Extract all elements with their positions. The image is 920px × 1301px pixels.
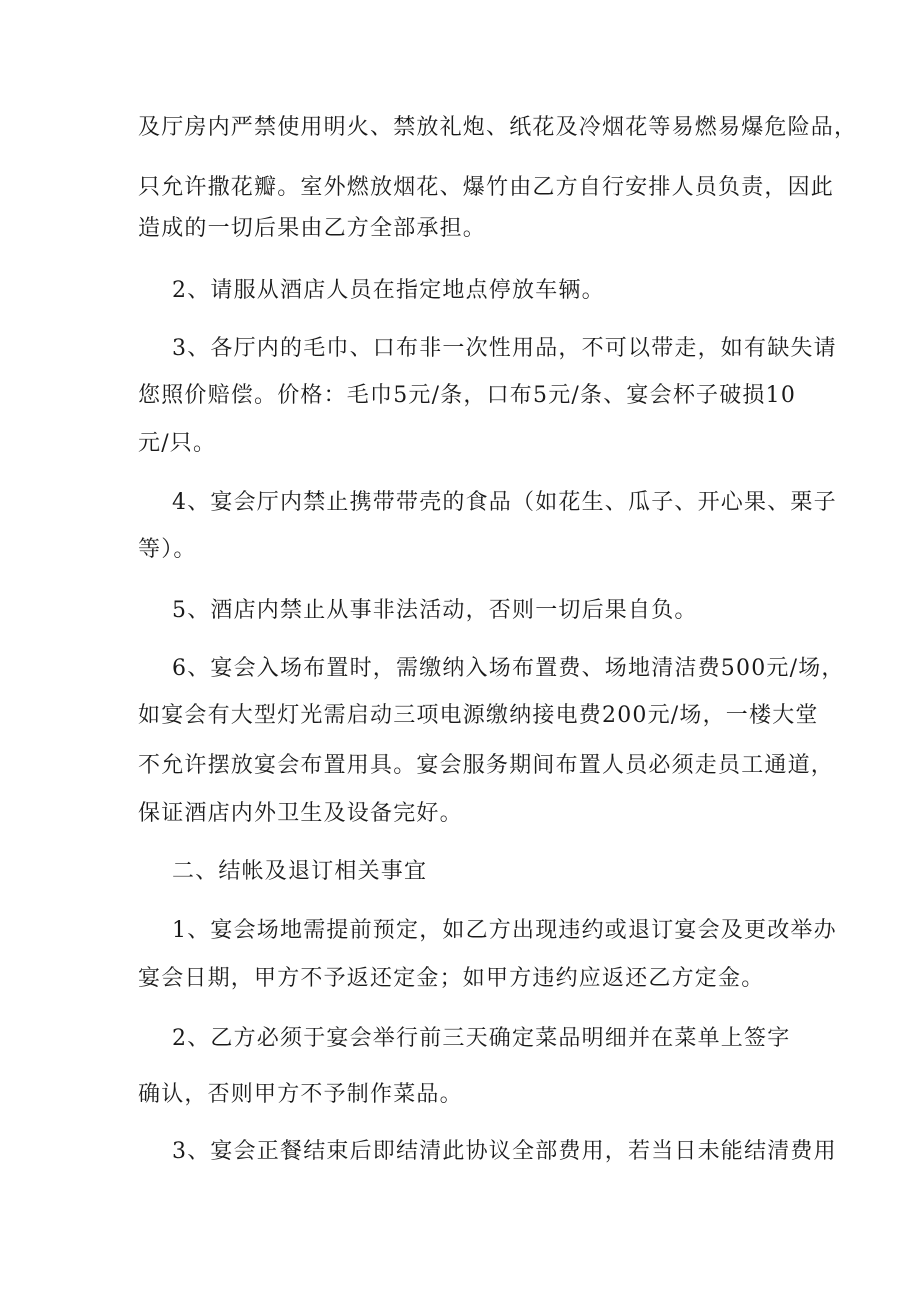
text-line: 您照价赔偿。价格：毛巾5元/条，口布5元/条、宴会杯子破损10 <box>138 383 797 408</box>
text-line: 及厅房内严禁使用明火、禁放礼炮、纸花及冷烟花等易燃易爆危险品， <box>138 115 858 140</box>
text-line: 只允许撒花瓣。室外燃放烟花、爆竹由乙方自行安排人员负责，因此 <box>138 175 835 200</box>
text-line: 如宴会有大型灯光需启动三项电源缴纳接电费200元/场，一楼大堂 <box>138 703 819 728</box>
text-line: 保证酒店内外卫生及设备完好。 <box>138 801 463 826</box>
section-heading: 二、结帐及退订相关事宜 <box>172 859 428 884</box>
text-line: 等）。 <box>138 537 197 562</box>
text-line: 3、宴会正餐结束后即结清此协议全部费用，若当日未能结清费用 <box>172 1139 837 1164</box>
text-line: 2、乙方必须于宴会举行前三天确定菜品明细并在菜单上签字 <box>172 1026 791 1051</box>
text-line: 6、宴会入场布置时，需缴纳入场布置费、场地清洁费500元/场， <box>172 656 845 681</box>
text-line: 造成的一切后果由乙方全部承担。 <box>138 216 487 241</box>
text-line: 宴会日期，甲方不予返还定金；如甲方违约应返还乙方定金。 <box>138 966 765 991</box>
text-line: 4、宴会厅内禁止携带带壳的食品（如花生、瓜子、开心果、栗子 <box>172 490 837 515</box>
text-line: 3、各厅内的毛巾、口布非一次性用品，不可以带走，如有缺失请 <box>172 336 837 361</box>
text-line: 1、宴会场地需提前预定，如乙方出现违约或退订宴会及更改举办 <box>172 918 837 943</box>
text-line: 2、请服从酒店人员在指定地点停放车辆。 <box>172 278 605 303</box>
text-line: 5、酒店内禁止从事非法活动，否则一切后果自负。 <box>172 598 698 623</box>
text-line: 确认，否则甲方不予制作菜品。 <box>138 1082 463 1107</box>
text-line: 不允许摆放宴会布置用具。宴会服务期间布置人员必须走员工通道， <box>138 753 835 778</box>
text-line: 元/只。 <box>138 431 217 456</box>
